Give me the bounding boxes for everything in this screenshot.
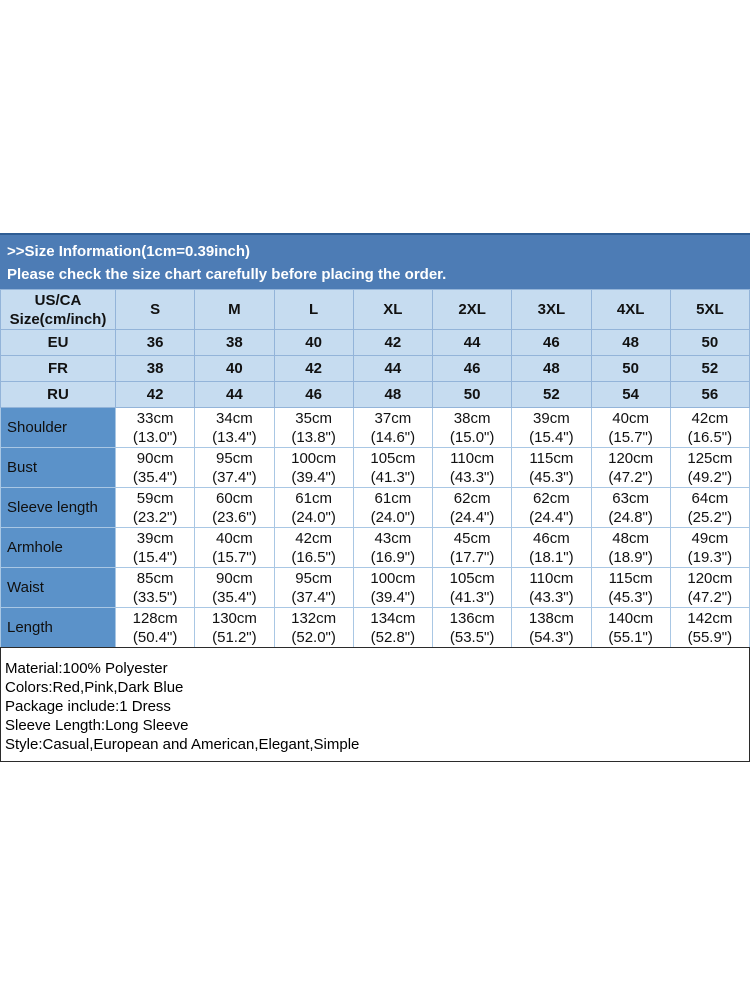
- region-label: EU: [1, 330, 116, 356]
- measurement-value-cell: [353, 408, 432, 448]
- region-size-value: 44: [353, 356, 432, 382]
- measurement-inch: (25.2"): [687, 508, 733, 526]
- region-size-value: 52: [512, 382, 591, 408]
- measurement-inch: (39.4"): [370, 588, 416, 606]
- measurement-cm: 105cm: [449, 569, 495, 587]
- measurement-inch: (35.4"): [212, 588, 257, 606]
- measurement-value-cell: [116, 608, 195, 648]
- size-column-header: L: [274, 290, 353, 330]
- region-size-value: 46: [433, 356, 512, 382]
- measurement-row: [1, 488, 750, 528]
- size-column-header: 3XL: [512, 290, 591, 330]
- banner-title: >>Size Information(1cm=0.39inch): [7, 243, 250, 260]
- measurement-cm: 140cm: [608, 609, 654, 627]
- measurement-row: [1, 608, 750, 648]
- measurement-value-cell: [353, 488, 432, 528]
- size-info-banner: [0, 233, 750, 289]
- measurement-cm: 61cm: [295, 489, 332, 507]
- measurement-cm: 33cm: [136, 409, 174, 427]
- measurement-value-cell: [512, 448, 591, 488]
- region-label: FR: [1, 356, 116, 382]
- measurement-label: Sleeve length: [1, 488, 116, 528]
- measurement-value-cell: [274, 448, 353, 488]
- measurement-inch: (47.2"): [687, 588, 733, 606]
- measurement-cm: 100cm: [291, 449, 337, 467]
- measurement-value-cell: [670, 448, 749, 488]
- measurement-cm: 85cm: [136, 569, 174, 587]
- measurement-inch: (18.9"): [608, 548, 653, 566]
- measurement-cm: 90cm: [216, 569, 253, 587]
- region-size-value: 42: [274, 356, 353, 382]
- size-column-header: XL: [353, 290, 432, 330]
- measurement-cm: 34cm: [216, 409, 253, 427]
- measurement-cm: 42cm: [691, 409, 729, 427]
- measurement-value-cell: [195, 608, 274, 648]
- region-size-value: 54: [591, 382, 670, 408]
- measurement-value-cell: [512, 608, 591, 648]
- measurement-value-cell: [591, 608, 670, 648]
- measurement-inch: (43.3"): [529, 588, 574, 606]
- measurement-cm: 95cm: [295, 569, 332, 587]
- measurement-cm: 63cm: [612, 489, 649, 507]
- region-size-value: 40: [195, 356, 274, 382]
- region-size-value: 38: [116, 356, 195, 382]
- measurement-inch: (15.0"): [449, 428, 495, 446]
- measurement-inch: (15.7"): [608, 428, 653, 446]
- measurement-cm: 46cm: [533, 529, 570, 547]
- measurement-value-cell: [433, 568, 512, 608]
- measurement-cm: 43cm: [374, 529, 412, 547]
- measurement-cm: 115cm: [529, 449, 574, 467]
- region-size-value: 50: [670, 330, 749, 356]
- measurement-inch: (43.3"): [449, 468, 495, 486]
- region-size-value: 36: [116, 330, 195, 356]
- region-size-value: 48: [512, 356, 591, 382]
- measurement-row: [1, 448, 750, 488]
- measurement-inch: (33.5"): [132, 588, 178, 606]
- measurement-inch: (49.2"): [687, 468, 733, 486]
- table-header-row: [1, 290, 750, 330]
- measurement-cm: 115cm: [608, 569, 653, 587]
- measurement-value-cell: [116, 528, 195, 568]
- measurement-inch: (53.5"): [449, 628, 495, 646]
- region-size-value: 56: [670, 382, 749, 408]
- measurement-inch: (16.5"): [687, 428, 733, 446]
- measurement-inch: (24.0"): [291, 508, 336, 526]
- region-size-row: [1, 330, 750, 356]
- measurement-inch: (37.4"): [212, 468, 257, 486]
- measurement-inch: (50.4"): [132, 628, 178, 646]
- measurement-value-cell: [195, 408, 274, 448]
- measurement-inch: (13.8"): [291, 428, 336, 446]
- measurement-inch: (23.2"): [132, 508, 178, 526]
- measurement-inch: (24.4"): [529, 508, 574, 526]
- measurement-inch: (41.3"): [370, 468, 416, 486]
- region-size-value: 42: [353, 330, 432, 356]
- measurement-inch: (55.9"): [687, 628, 733, 646]
- corner-header-cell: [1, 290, 116, 330]
- measurement-value-cell: [512, 408, 591, 448]
- measurement-inch: (13.0"): [132, 428, 178, 446]
- region-size-value: 46: [512, 330, 591, 356]
- measurement-inch: (24.8"): [608, 508, 653, 526]
- measurement-value-cell: [433, 408, 512, 448]
- measurement-value-cell: [670, 408, 749, 448]
- region-size-value: 38: [195, 330, 274, 356]
- measurement-value-cell: [116, 448, 195, 488]
- measurement-inch: (52.8"): [370, 628, 416, 646]
- measurement-value-cell: [353, 568, 432, 608]
- measurement-value-cell: [670, 528, 749, 568]
- region-size-value: 46: [274, 382, 353, 408]
- measurement-value-cell: [591, 488, 670, 528]
- region-size-value: 44: [433, 330, 512, 356]
- measurement-value-cell: [670, 608, 749, 648]
- size-column-header: 4XL: [591, 290, 670, 330]
- measurement-value-cell: [433, 608, 512, 648]
- measurement-inch: (51.2"): [212, 628, 257, 646]
- measurement-cm: 132cm: [291, 609, 337, 627]
- measurement-row: [1, 408, 750, 448]
- measurement-value-cell: [274, 528, 353, 568]
- measurement-cm: 90cm: [136, 449, 174, 467]
- measurement-inch: (39.4"): [291, 468, 336, 486]
- measurement-cm: 125cm: [687, 449, 733, 467]
- region-size-value: 40: [274, 330, 353, 356]
- details-line: Colors:Red,Pink,Dark Blue: [5, 679, 184, 696]
- measurement-cm: 39cm: [136, 529, 174, 547]
- measurement-value-cell: [274, 608, 353, 648]
- measurement-label: Armhole: [1, 528, 116, 568]
- measurement-value-cell: [433, 488, 512, 528]
- measurement-inch: (14.6"): [370, 428, 416, 446]
- measurement-cm: 110cm: [450, 449, 495, 467]
- measurement-inch: (54.3"): [529, 628, 574, 646]
- measurement-cm: 40cm: [216, 529, 253, 547]
- measurement-inch: (15.7"): [212, 548, 257, 566]
- product-details-box: [0, 647, 750, 762]
- measurement-value-cell: [591, 528, 670, 568]
- measurement-cm: 62cm: [533, 489, 570, 507]
- size-column-header: 2XL: [433, 290, 512, 330]
- measurement-cm: 110cm: [529, 569, 574, 587]
- corner-header-line: US/CA: [34, 291, 82, 309]
- measurement-inch: (18.1"): [529, 548, 574, 566]
- size-column-header: 5XL: [670, 290, 749, 330]
- measurement-inch: (45.3"): [608, 588, 653, 606]
- banner-subtitle: Please check the size chart carefully before placing the order.: [7, 266, 447, 283]
- measurement-cm: 64cm: [691, 489, 729, 507]
- measurement-value-cell: [512, 488, 591, 528]
- measurement-cm: 37cm: [374, 409, 412, 427]
- measurement-cm: 120cm: [608, 449, 654, 467]
- measurement-value-cell: [195, 528, 274, 568]
- corner-header-line: Size(cm/inch): [9, 310, 107, 328]
- measurement-inch: (15.4"): [529, 428, 574, 446]
- measurement-inch: (23.6"): [212, 508, 257, 526]
- measurement-cm: 95cm: [216, 449, 253, 467]
- measurement-value-cell: [116, 568, 195, 608]
- measurement-value-cell: [512, 528, 591, 568]
- measurement-value-cell: [274, 408, 353, 448]
- measurement-cm: 128cm: [132, 609, 178, 627]
- measurement-inch: (55.1"): [608, 628, 653, 646]
- region-size-value: 50: [591, 356, 670, 382]
- measurement-value-cell: [433, 448, 512, 488]
- region-size-value: 44: [195, 382, 274, 408]
- details-line: Sleeve Length:Long Sleeve: [5, 717, 189, 734]
- region-size-value: 50: [433, 382, 512, 408]
- measurement-label: Waist: [1, 568, 116, 608]
- measurement-value-cell: [591, 448, 670, 488]
- size-chart-table: [0, 289, 750, 648]
- measurement-value-cell: [195, 448, 274, 488]
- size-column-header: S: [116, 290, 195, 330]
- measurement-value-cell: [353, 448, 432, 488]
- measurement-cm: 136cm: [449, 609, 495, 627]
- measurement-inch: (13.4"): [212, 428, 257, 446]
- measurement-inch: (19.3"): [687, 548, 733, 566]
- region-size-row: [1, 356, 750, 382]
- measurement-inch: (24.0"): [370, 508, 416, 526]
- measurement-cm: 105cm: [370, 449, 416, 467]
- measurement-inch: (37.4"): [291, 588, 336, 606]
- details-line: Style:Casual,European and American,Elegant,Simple: [5, 736, 360, 753]
- measurement-label: Bust: [1, 448, 116, 488]
- measurement-cm: 45cm: [453, 529, 491, 547]
- measurement-cm: 60cm: [216, 489, 253, 507]
- measurement-cm: 62cm: [453, 489, 491, 507]
- measurement-cm: 49cm: [691, 529, 729, 547]
- measurement-cm: 59cm: [136, 489, 174, 507]
- measurement-cm: 38cm: [453, 409, 491, 427]
- measurement-value-cell: [116, 408, 195, 448]
- measurement-value-cell: [274, 568, 353, 608]
- measurement-value-cell: [433, 528, 512, 568]
- measurement-value-cell: [353, 608, 432, 648]
- measurement-cm: 100cm: [370, 569, 416, 587]
- measurement-label: Shoulder: [1, 408, 116, 448]
- measurement-cm: 40cm: [612, 409, 649, 427]
- measurement-value-cell: [353, 528, 432, 568]
- measurement-cm: 48cm: [612, 529, 649, 547]
- measurement-inch: (47.2"): [608, 468, 653, 486]
- measurement-value-cell: [591, 408, 670, 448]
- region-size-row: [1, 382, 750, 408]
- measurement-value-cell: [670, 568, 749, 608]
- measurement-value-cell: [274, 488, 353, 528]
- measurement-cm: 130cm: [211, 609, 257, 627]
- details-line: Material:100% Polyester: [5, 660, 168, 677]
- region-label: RU: [1, 382, 116, 408]
- measurement-cm: 120cm: [687, 569, 733, 587]
- measurement-row: [1, 568, 750, 608]
- measurement-inch: (16.5"): [291, 548, 336, 566]
- measurement-cm: 134cm: [370, 609, 416, 627]
- measurement-inch: (52.0"): [291, 628, 336, 646]
- measurement-inch: (35.4"): [132, 468, 178, 486]
- measurement-inch: (15.4"): [132, 548, 178, 566]
- measurement-value-cell: [195, 568, 274, 608]
- details-line: Package include:1 Dress: [5, 698, 171, 715]
- measurement-cm: 138cm: [528, 609, 574, 627]
- measurement-cm: 35cm: [295, 409, 332, 427]
- measurement-value-cell: [116, 488, 195, 528]
- measurement-value-cell: [195, 488, 274, 528]
- measurement-value-cell: [670, 488, 749, 528]
- measurement-cm: 142cm: [687, 609, 733, 627]
- measurement-inch: (41.3"): [449, 588, 495, 606]
- measurement-inch: (17.7"): [449, 548, 495, 566]
- region-size-value: 52: [670, 356, 749, 382]
- measurement-value-cell: [512, 568, 591, 608]
- region-size-value: 48: [353, 382, 432, 408]
- measurement-row: [1, 528, 750, 568]
- measurement-value-cell: [591, 568, 670, 608]
- size-column-header: M: [195, 290, 274, 330]
- measurement-inch: (45.3"): [529, 468, 574, 486]
- measurement-cm: 39cm: [533, 409, 570, 427]
- measurement-cm: 42cm: [295, 529, 332, 547]
- measurement-inch: (24.4"): [449, 508, 495, 526]
- measurement-inch: (16.9"): [370, 548, 416, 566]
- measurement-cm: 61cm: [374, 489, 412, 507]
- region-size-value: 48: [591, 330, 670, 356]
- region-size-value: 42: [116, 382, 195, 408]
- measurement-label: Length: [1, 608, 116, 648]
